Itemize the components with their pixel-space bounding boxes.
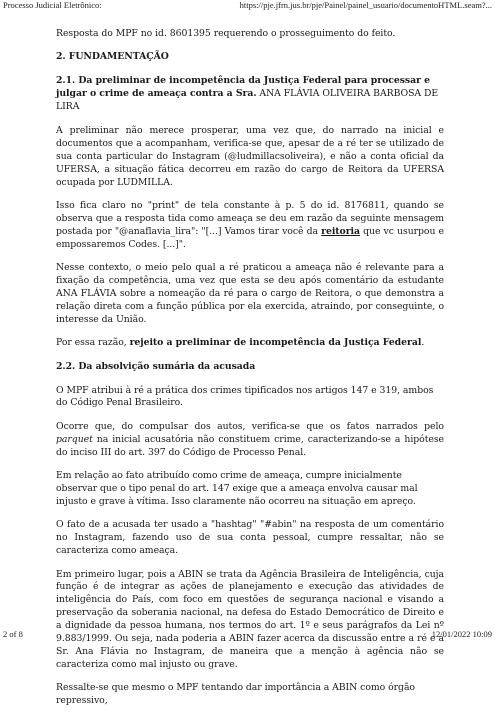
paragraph-compulsar (56, 421, 444, 460)
italic-parquet: parquet (56, 433, 93, 445)
paragraph-rejeito-bold: rejeito a preliminar de incompetência da Justiça Federal (129, 337, 422, 349)
paragraph-print-tela (56, 200, 444, 252)
paragraph-print-tela-text-b: que vc usurpou e empossaremos Codes. [...]". (56, 225, 444, 250)
paragraph-compulsar-text-b: na inicial acusatória não constituem crime, caracterizando-se a hipótese do inciso III do art. 397 do Código de Processo Penal. (56, 433, 444, 458)
paragraph-resposta-mpf: Resposta do MPF no id. 8601395 requerendo o prosseguimento do feito. (56, 28, 396, 39)
paragraph-rejeito-text-c: . (421, 337, 425, 349)
paragraph-ameaca: Em relação ao fato atribuído como crime de ameaça, cumpre inicialmente observar que o tipo penal do art. 147 exige que a ameaça envolva causar mal injusto e grave à vítima. Isso claramente não ocorreu na situação em apreço. (56, 470, 418, 507)
subsection-heading-2-1 (56, 75, 444, 114)
section-heading-fundamentacao: 2. FUNDAMENTAÇÃO (56, 51, 169, 63)
paragraph-contexto: Nesse contexto, o meio pelo qual a ré praticou a ameaça não é relevante para a fixação da competência, uma vez que esta se deu após comentário da estudante ANA FLÁVIA sobre a nomeação da ré para o cargo de Reitora, o que demonstra a relação direta com a função pública por ela exercida, atraindo, por conseguinte, o interesse da União. (56, 262, 444, 325)
subsection-heading-2-1-name: ANA FLÁVIA OLIVEIRA BARBOSA DE LIRA (56, 88, 439, 113)
paragraph-abin: Em primeiro lugar, pois a ABIN se trata da Agência Brasileira de Inteligência, cuja função é de integrar as ações de planejamento e execução das atividades de inteligência do País, com foco em questões de segurança nacional e visando a preservação da soberania nacional, na defesa do Estado Democrático de Direito e a dignidade da pessoa humana, nos termos do art. 1º e seus parágrafos da Lei nº 9.883/1999. Ou seja, nada poderia a ABIN fazer acerca da discussão entre a ré e a Sr. Ana Flávia no Instagram, de maneira que a menção à agência não se caracteriza como mal injusto ou grave. (56, 568, 444, 670)
footer-page-number: 2 of 8 (3, 629, 23, 639)
document-body (56, 28, 444, 719)
subsection-heading-2-1-bold: 2.1. Da preliminar de incompetência da Justiça Federal para processar e julgar o crime de ameaça contra a Sra. (56, 75, 430, 100)
print-header (0, 0, 495, 11)
paragraph-ressalte: Ressalte-se que mesmo o MPF tentando dar importância a ABIN como órgão repressivo, (56, 682, 415, 707)
paragraph-mpf-atribui: O MPF atribui à ré a prática dos crimes tipificados nos artigos 147 e 319, ambos do Código Penal Brasileiro. (56, 384, 434, 409)
header-url[interactable]: https://pje.jfrn.jus.br/pje/Painel/painel_usuario/documentoHTML.seam?... (239, 0, 492, 10)
print-footer (0, 629, 495, 640)
header-title: Processo Judicial Eletrônico: (3, 0, 102, 10)
paragraph-print-tela-text-a: Isso fica claro no "print" de tela constante à p. 5 do id. 8176811, quando se observa que a resposta tida como ameaça se deu em razão da seguinte mensagem postada por "@anaflavia_lira": "[...] Vamos tirar você da (56, 200, 444, 237)
paragraph-hashtag: O fato de a acusada ter usado a "hashtag" "#abin" na resposta de um comentário no Instagram, fazendo uso de sua conta pessoal, cumpre ressaltar, não se caracteriza como ameaça. (56, 519, 444, 557)
paragraph-rejeito (56, 337, 444, 350)
footer-datetime: 12/01/2022 10:09 (431, 629, 492, 639)
paragraph-rejeito-text-a: Por essa razão, (56, 337, 130, 349)
paragraph-preliminar: A preliminar não merece prosperar, uma vez que, do narrado na inicial e documentos que a acompanham, verifica-se que, apesar de a ré ter se utilizado de sua conta particular do Instagram (@ludmillacsoliveira), e não a conta oficial da UFERSA, a situação fática decorreu em razão do cargo de Reitora da UFERSA ocupada por LUDMILLA. (56, 125, 444, 188)
underlined-reitoria: reitoria (321, 225, 361, 237)
subsection-heading-2-2: 2.2. Da absolvição sumária da acusada (56, 360, 256, 372)
paragraph-compulsar-text-a: Ocorre que, do compulsar dos autos, verifica-se que os fatos narrados pelo (56, 420, 444, 432)
